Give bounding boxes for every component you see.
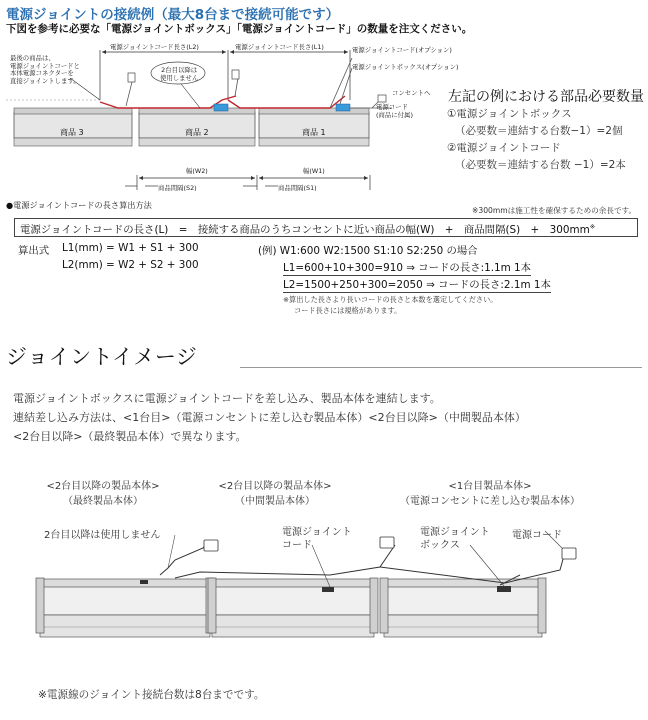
width-w1-label: 幅(W1) [303,167,325,175]
gap-s1-label: 商品間隔(S1) [278,184,317,192]
joint-paragraph-1: 電源ジョイントボックスに電源ジョイントコードを差し込み、製品本体を連結します。 [13,392,441,405]
power-cord-label: 電源コード (商品に付属) [376,103,413,119]
section-divider [240,367,642,368]
note-last-product: 最後の商品は、 電源ジョイントコードと 本体電源コネクターを 直接ジョイントします。 [10,54,80,85]
cord-length-l1-label: 電源ジョイントコード長さ(L1) [235,43,324,51]
page-subtitle: 下図を参考に必要な「電源ジョイントボックス」「電源ジョイントコード」の数量を注文ください。 [6,23,473,35]
formula-heading: ●電源ジョイントコードの長さ算出方法 [6,200,152,210]
to-outlet-label: コンセントへ [392,89,431,97]
page-title: 電源ジョイントの接続例（最大8台まで接続可能です） [6,7,340,23]
calc-l1: L1(mm) = W1 + S1 + 300 [62,242,199,254]
formula-note: ※300mmは施工性を確保するための余長です。 [472,206,637,215]
product-2-label: 商品 2 [185,128,209,137]
joint-cord-option-label: 電源ジョイントコード(オプション) [352,46,452,54]
width-w2-label: 幅(W2) [186,167,208,175]
example-note-1: ※算出した長さより長いコードの長さと本数を選定してください。 [283,295,498,304]
label-joint-box: 電源ジョイント ボックス [420,527,490,551]
requirement-box-label: ①電源ジョイントボックス [447,108,572,120]
joint-paragraph-3: <2台目以降>（最終製品本体）で異なります。 [13,430,247,443]
example-note-2: コード長さには規格があります。 [294,306,402,315]
joint-box-1 [336,104,350,111]
joint-paragraph-2: 連結差し込み方法は、<1台目>（電源コンセントに差し込む製品本体）<2台目以降>（中間製品本体） [13,411,526,424]
example-l2: L2=1500+250+300=2050 ⇒ コードの長さ:2.1m 1本 [283,276,551,293]
formula-main: 電源ジョイントコードの長さ(L) = 接続する商品のうちコンセントに近い商品の幅(W) + 商品間隔(S) + 300mm※ [20,222,596,236]
requirement-box-count: （必要数＝連結する台数−1）=2個 [455,125,623,137]
gap-s2-label: 商品間隔(S2) [158,184,197,192]
calc-label: 算出式 [18,245,50,257]
requirements-title: 左記の例における部品必要数量 [448,89,644,105]
product-3-label: 商品 3 [60,128,84,137]
joint-box-2 [214,104,228,111]
label-joint-cord: 電源ジョイント コード [282,527,352,551]
caption-first-product: <1台目製品本体> （電源コンセントに差し込む製品本体） [400,481,580,507]
example-l1: L1=600+10+300=910 ⇒ コードの長さ:1.1m 1本 [283,259,531,276]
calc-l2: L2(mm) = W2 + S2 + 300 [62,259,199,271]
note-unused: 2台目以降は 使用しません [160,66,199,82]
footnote: ※電源線のジョイント接続台数は8台までです。 [38,689,265,701]
joint-product-first [380,578,546,637]
joint-product-middle [208,578,378,637]
joint-product-final [36,578,214,637]
joint-box-option-label: 電源ジョイントボックス(オプション) [352,63,459,71]
label-unused-joint: 2台目以降は使用しません [44,530,161,541]
example-head: (例) W1:600 W2:1500 S1:10 S2:250 の場合 [258,245,478,257]
label-power-cord-joint: 電源コード [512,530,562,541]
requirement-cord-label: ②電源ジョイントコード [447,142,561,154]
caption-middle-product: <2台目以降の製品本体> （中間製品本体） [218,481,332,507]
product-1-label: 商品 1 [302,128,326,137]
caption-final-product: <2台目以降の製品本体> （最終製品本体） [46,481,160,507]
requirement-cord-count: （必要数＝連結する台数 −1）=2本 [455,159,626,171]
cord-length-l2-label: 電源ジョイントコード長さ(L2) [110,43,199,51]
joint-image-title: ジョイントイメージ [6,345,198,369]
